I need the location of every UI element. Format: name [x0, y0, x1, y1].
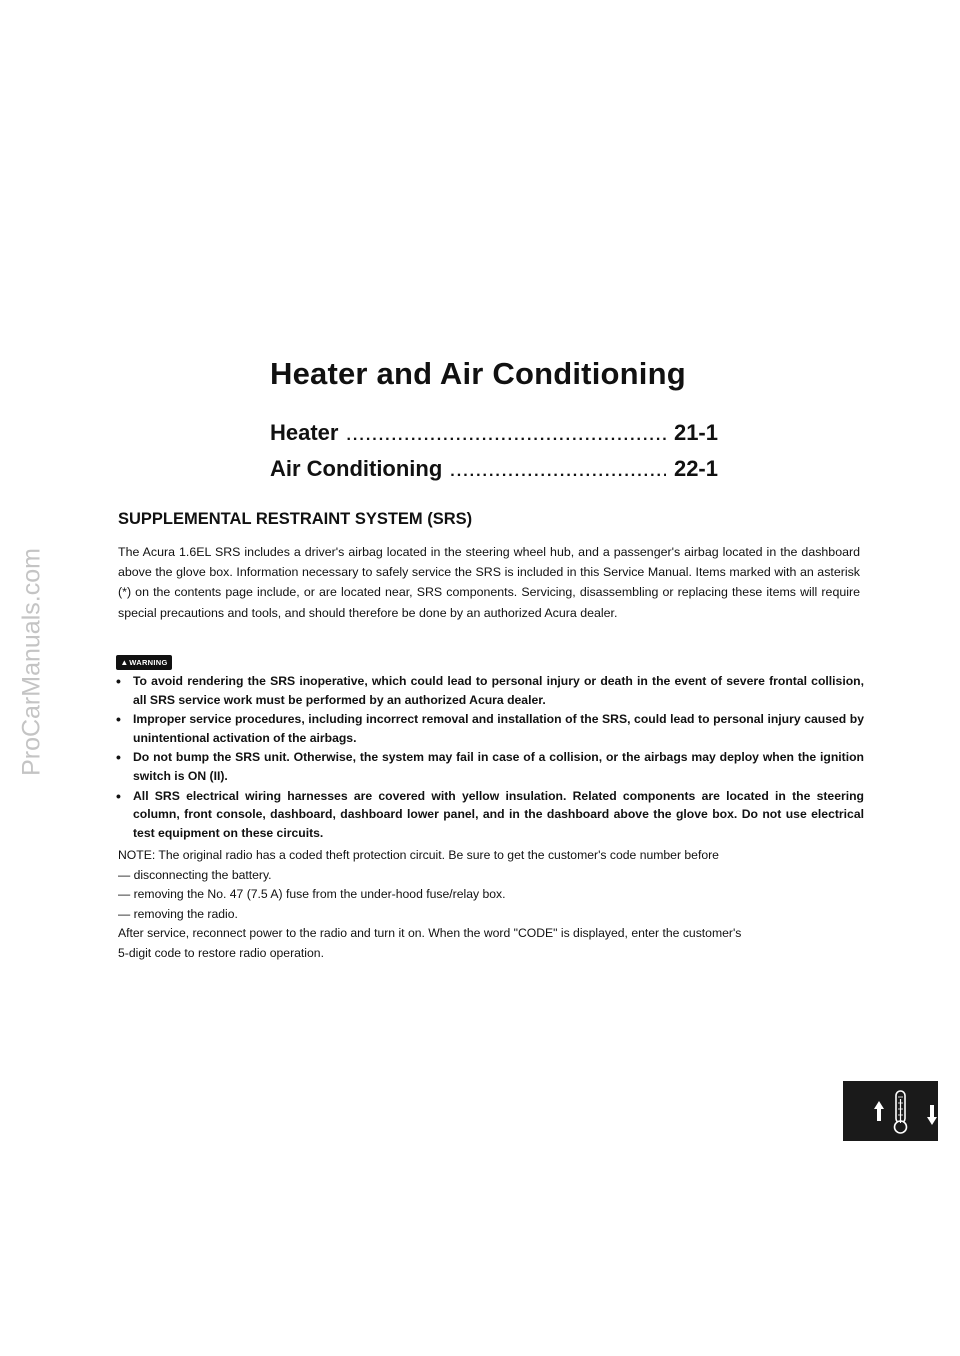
warning-list	[116, 672, 864, 843]
toc-entry-label: Heater	[270, 420, 339, 445]
warning-item: • Do not bump the SRS unit. Otherwise, the system may fail in case of a collision, or the airbags may deploy when the ignition switch is ON (II).	[116, 748, 864, 785]
note-line: — removing the No. 47 (7.5 A) fuse from the under-hood fuse/relay box.	[118, 887, 506, 902]
toc-leader-dots	[346, 427, 665, 445]
note-line: NOTE: The original radio has a coded theft protection circuit. Be sure to get the customer's code number before	[118, 848, 719, 862]
side-watermark-text: ProCarManuals.com	[17, 548, 46, 776]
toc-entry-page: 21-1	[673, 420, 718, 445]
warning-badge	[116, 655, 172, 670]
srs-heading: SUPPLEMENTAL RESTRAINT SYSTEM (SRS)	[118, 510, 473, 528]
radio-note	[118, 846, 868, 964]
srs-paragraph: The Acura 1.6EL SRS includes a driver's airbag located in the steering wheel hub, and a passenger's airbag located in the dashboard above the glove box. Information necessary to safely service the SRS is included in this Service Manual. Items marked with an asterisk (*) on the contents page include, or are located near, SRS components. Servicing, disassembling or replacing these items will require special precautions and tools, and should therefore be done by an authorized Acura dealer.	[118, 545, 860, 620]
toc-leader-dots	[450, 463, 666, 481]
toc-entry-page: 22-1	[673, 456, 718, 481]
note-line: — disconnecting the battery.	[118, 867, 272, 882]
warning-item: • To avoid rendering the SRS inoperative, which could lead to personal injury or death in the event of severe frontal collision, all SRS service work must be performed by an authorized Acura dealer.	[116, 672, 864, 709]
note-line: After service, reconnect power to the radio and turn it on. When the word "CODE" is displayed, enter the customer's	[118, 926, 742, 941]
warning-label: WARNING	[129, 658, 168, 667]
warning-triangle-icon: ▲	[120, 657, 129, 667]
section-title: Heater and Air Conditioning	[270, 356, 686, 391]
toc-entry-heater[interactable]	[270, 420, 718, 456]
toc-entry-air-conditioning[interactable]	[270, 456, 718, 492]
side-watermark	[12, 452, 52, 872]
toc-entry-label: Air Conditioning	[270, 456, 443, 481]
note-line: — removing the radio.	[118, 906, 238, 921]
warning-item: • All SRS electrical wiring harnesses are covered with yellow insulation. Related components are located in the steering column, front console, dashboard, dashboard lower panel, and in the dashboard above the glove box. Do not use electrical test equipment on these circuits.	[116, 787, 864, 843]
thermometer-arrows-icon	[843, 1081, 938, 1141]
note-line: 5-digit code to restore radio operation.	[118, 945, 324, 960]
warning-item: • Improper service procedures, including incorrect removal and installation of the SRS, could lead to personal injury caused by unintentional activation of the airbags.	[116, 710, 864, 747]
section-tab[interactable]	[843, 1081, 938, 1141]
table-of-contents	[270, 420, 718, 492]
